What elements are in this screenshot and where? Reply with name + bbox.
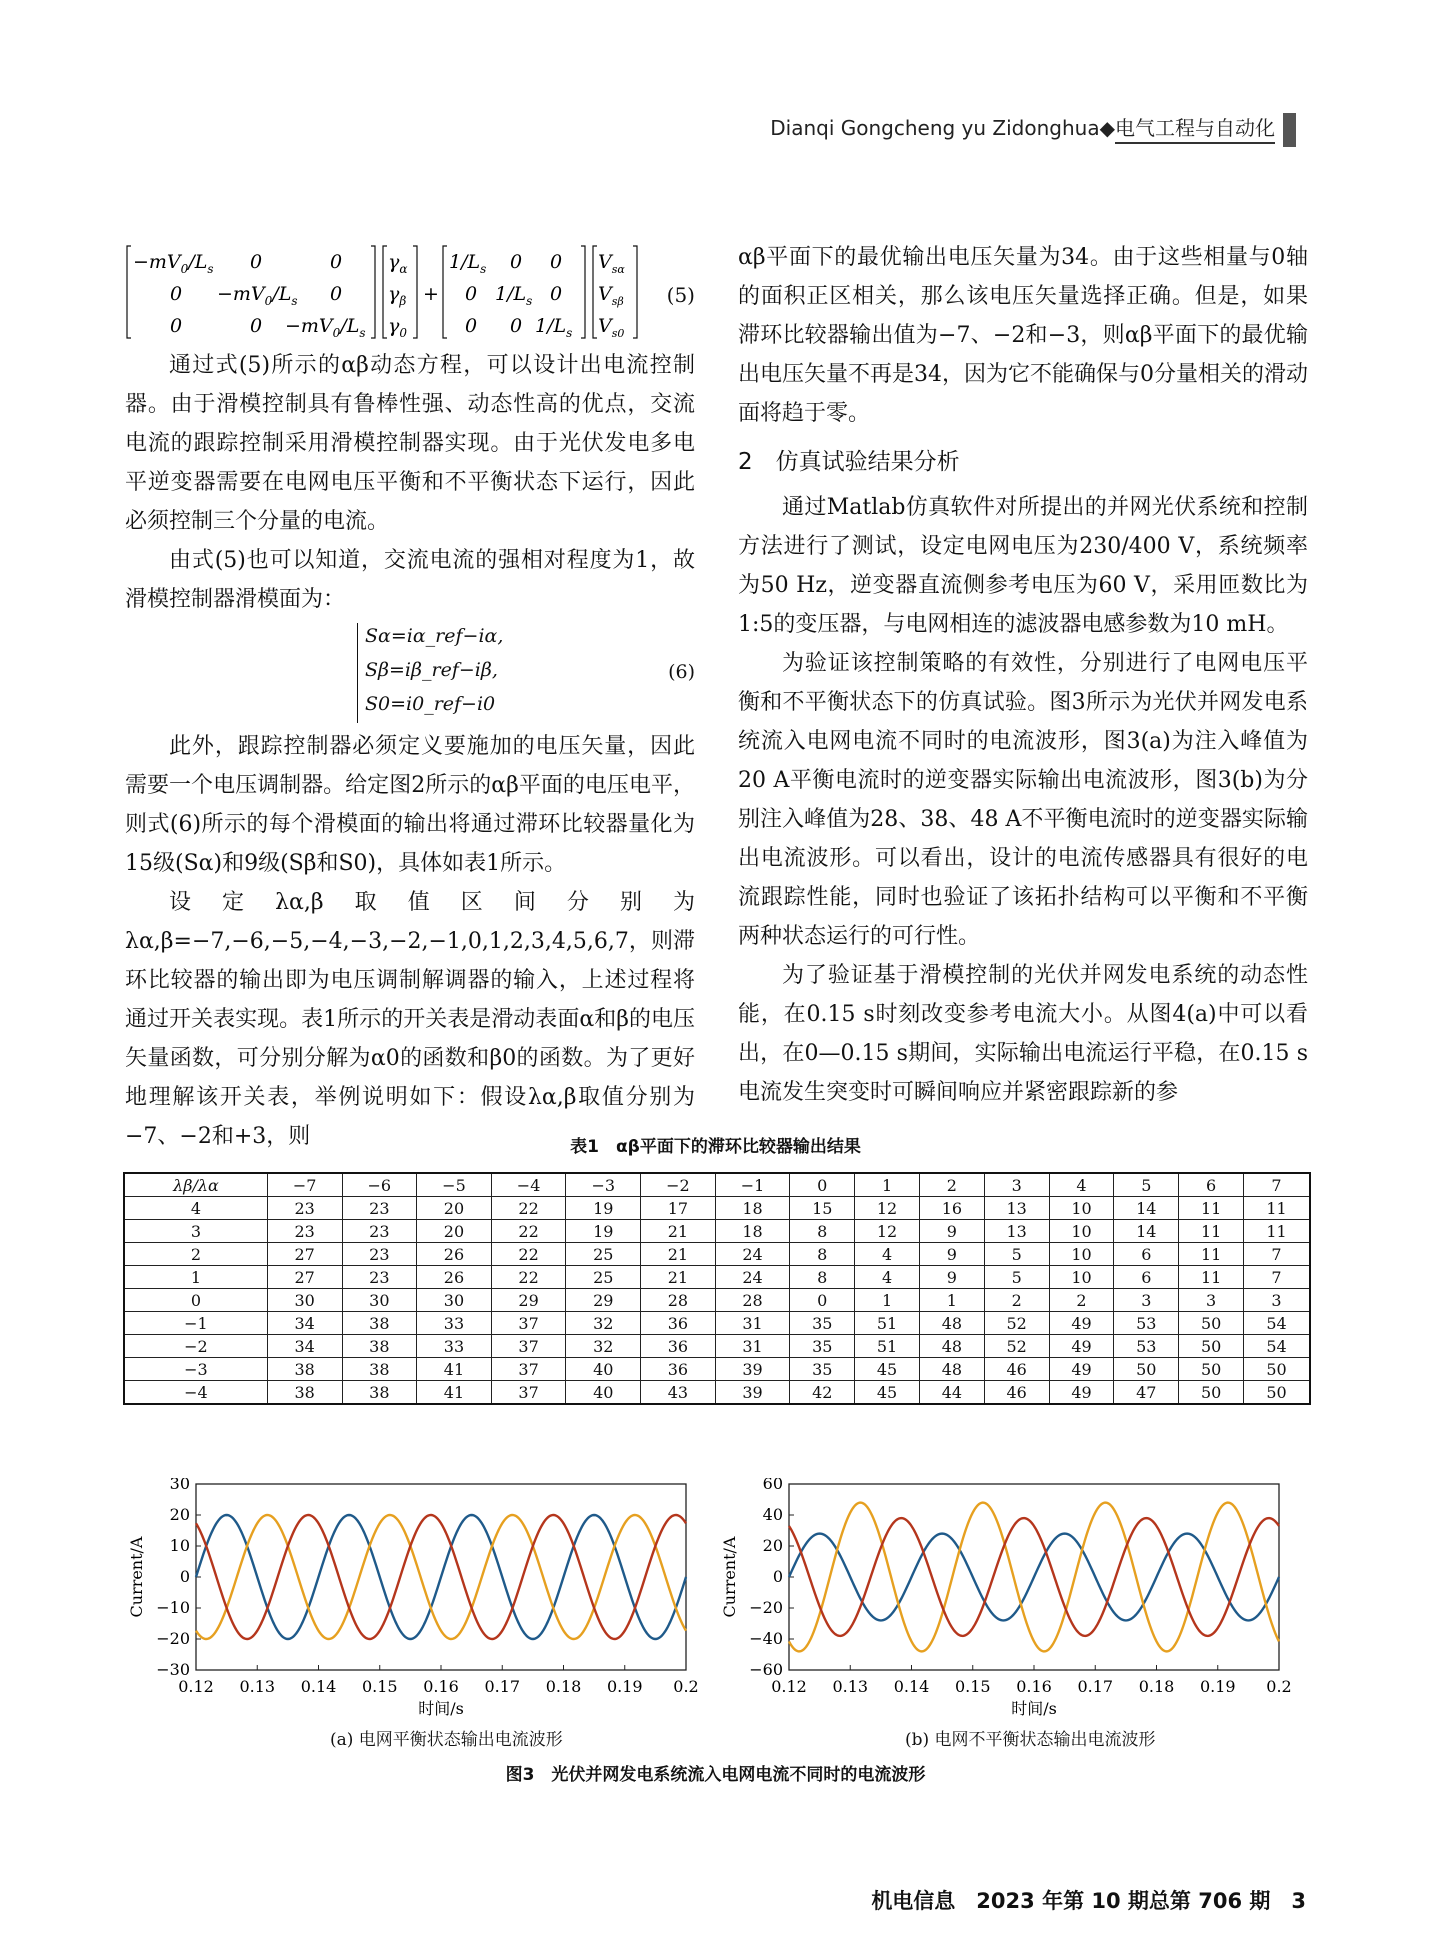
y-tick-label: −60 [749,1660,783,1679]
x-tick-label: 0.16 [423,1677,459,1696]
paragraph: 设定λα,β取值区间分别为λα,β=−7,−6,−5,−4,−3,−2,−1,0,1,2,3,4,5,6,7，则滞环比较器的输出即为电压调制解调器的输入，上述过程将通过开关表实现。表1所示的开关表是滑动表面α和β的电压矢量函数，可分别分解为α0的函数和β0的函数。为了更好地理解该开关表，举例说明如下：假设λα,β取值分别为−7、−2和+3，则 [125,890,695,1149]
svg-text:1/Ls: $1/L_s$ [449,251,487,276]
table-cell: 47 [1114,1381,1179,1405]
table-header-cell: 4 [1049,1173,1114,1197]
running-header [770,112,1296,147]
svg-text:−mV0/Ls: $-mV_0/L_s$ [285,315,366,340]
table-cell: 51 [855,1312,920,1335]
y-tick-label: 10 [169,1536,190,1555]
table-cell: 23 [342,1220,417,1243]
table-cell: 50 [1179,1335,1244,1358]
header-cn: 电气工程与自动化 [1115,116,1275,144]
table-cell: 23 [267,1197,342,1220]
right-column [738,238,1308,1112]
table-cell: 39 [715,1381,790,1405]
table-cell: 22 [491,1197,566,1220]
table-cell: 25 [566,1266,641,1289]
table-cell: 49 [1049,1381,1114,1405]
table-cell: 36 [641,1335,716,1358]
left-column [125,238,695,1156]
y-tick-label: 40 [762,1505,783,1524]
table-cell: 9 [919,1243,984,1266]
table-cell: 27 [267,1243,342,1266]
table-cell: 51 [855,1335,920,1358]
table-cell: 15 [790,1197,855,1220]
y-tick-label: 60 [762,1478,783,1493]
table-cell: 37 [491,1312,566,1335]
svg-text:γα: $\gamma_\alpha$ [388,251,408,276]
subcaption-b: (b) 电网不平衡状态输出电流波形 [905,1730,1156,1750]
table-cell: 40 [566,1358,641,1381]
table-cell: 32 [566,1312,641,1335]
table-cell: 38 [267,1381,342,1405]
diamond-icon: ◆ [1099,116,1115,140]
table-corner-cell: λβ/λα [124,1173,267,1197]
x-tick-label: 0.15 [954,1677,991,1696]
y-tick-label: 20 [762,1536,783,1555]
svg-text:1/Ls: $1/L_s$ [535,315,573,340]
svg-text:0: 0 [550,251,563,273]
paragraph: 由式(5)也可以知道，交流电流的强相对程度为1，故滑模控制器滑模面为： [125,548,695,612]
table-cell: 10 [1049,1220,1114,1243]
svg-text:−mV0/Ls: $-mV_0/L_s$ [133,251,214,276]
table-cell: 50 [1244,1381,1310,1405]
x-tick-label: 0.13 [239,1677,276,1696]
table-cell: 23 [267,1220,342,1243]
paragraph: 此外，跟踪控制器必须定义要施加的电压矢量，因此需要一个电压调制器。给定图2所示的αβ平面的电压电平，则式(6)所示的每个滑模面的输出将通过滞环比较器量化为15级(Sα)和9级(Sβ和S0)，具体如表1所示。 [125,734,695,876]
table-cell: 21 [641,1220,716,1243]
table-cell: 42 [790,1381,855,1405]
table-cell: 2 [984,1289,1049,1312]
table-cell: 21 [641,1266,716,1289]
table-cell: 23 [342,1197,417,1220]
table-cell: 24 [715,1243,790,1266]
svg-text:+: + [423,283,439,305]
table-row [124,1381,1310,1405]
subcaption-a: (a) 电网平衡状态输出电流波形 [330,1730,563,1750]
table-cell: 37 [491,1335,566,1358]
table-cell: 49 [1049,1312,1114,1335]
table-cell: 23 [342,1266,417,1289]
table-cell: 4 [855,1266,920,1289]
x-tick-label: 0.14 [300,1677,337,1696]
table-cell: 29 [491,1289,566,1312]
table-cell: 23 [342,1243,417,1266]
table-cell: 53 [1114,1312,1179,1335]
table-cell: 18 [715,1197,790,1220]
table-cell: 54 [1244,1335,1310,1358]
table-row-header: −3 [124,1358,267,1381]
table-cell: 14 [1114,1220,1179,1243]
table-cell: 50 [1179,1358,1244,1381]
table-cell: 12 [855,1220,920,1243]
table-cell: 30 [342,1289,417,1312]
table-header-cell: −5 [417,1173,492,1197]
table-cell: 17 [641,1197,716,1220]
table-header-cell: −4 [491,1173,566,1197]
table-cell: 40 [566,1381,641,1405]
table-cell: 10 [1049,1243,1114,1266]
table-cell: 38 [342,1381,417,1405]
table-cell: 33 [417,1335,492,1358]
table-cell: 5 [984,1266,1049,1289]
table-row-header: −2 [124,1335,267,1358]
table-cell: 37 [491,1381,566,1405]
table-row-header: −4 [124,1381,267,1405]
table-cell: 28 [715,1289,790,1312]
table-cell: 22 [491,1266,566,1289]
chart-b [715,1478,1305,1718]
svg-text:0: 0 [170,283,183,305]
y-tick-label: −20 [156,1629,190,1648]
equation-5 [125,238,695,346]
table-cell: 48 [919,1358,984,1381]
svg-text:0: 0 [510,251,523,273]
paragraph: 为了验证基于滑模控制的光伏并网发电系统的动态性能，在0.15 s时刻改变参考电流大小。从图4(a)中可以看出，在0—0.15 s期间，实际输出电流运行平稳，在0.15 s电流发生突变时可瞬间响应并紧密跟踪新的参 [738,963,1308,1105]
y-tick-label: −10 [156,1598,190,1617]
svg-text:Vsβ: $V_{s\beta}$ [598,283,624,308]
table-cell: 41 [417,1358,492,1381]
table-cell: 6 [1114,1243,1179,1266]
table-cell: 43 [641,1381,716,1405]
table-cell: 18 [715,1220,790,1243]
y-tick-label: −40 [749,1629,783,1648]
table-row-header: 2 [124,1243,267,1266]
svg-text:−mV0/Ls: $-mV_0/L_s$ [217,283,298,308]
table-cell: 12 [855,1197,920,1220]
table-row-header: 1 [124,1266,267,1289]
paragraph: 通过Matlab仿真软件对所提出的并网光伏系统和控制方法进行了测试，设定电网电压为230/400 V，系统频率为50 Hz，逆变器直流侧参考电压为60 V，采用匝数比为1:5的变压器，与电网相连的滤波器电感参数为10 mH。 [738,495,1308,637]
table-header-cell: 3 [984,1173,1049,1197]
table-cell: 45 [855,1358,920,1381]
table-cell: 3 [1244,1289,1310,1312]
y-axis-label: Current/A [720,1536,739,1618]
equation-6-label: (6) [668,661,695,683]
table-row [124,1312,1310,1335]
x-tick-label: 0.13 [832,1677,869,1696]
table-row-header: 3 [124,1220,267,1243]
table-cell: 19 [566,1197,641,1220]
table-cell: 38 [342,1358,417,1381]
table-cell: 7 [1244,1243,1310,1266]
table-cell: 50 [1179,1381,1244,1405]
page-footer: 机电信息 2023 年第 10 期总第 706 期 3 [871,1889,1306,1913]
table-cell: 41 [417,1381,492,1405]
table-cell: 13 [984,1220,1049,1243]
equation-5-label: (5) [666,283,695,307]
table-cell: 19 [566,1220,641,1243]
section-heading: 2 仿真试验结果分析 [738,449,960,475]
table-cell: 31 [715,1335,790,1358]
table-cell: 27 [267,1266,342,1289]
table-cell: 20 [417,1197,492,1220]
table-row [124,1243,1310,1266]
y-axis-label: Current/A [127,1536,146,1618]
table-cell: 9 [919,1266,984,1289]
table-header-cell: 1 [855,1173,920,1197]
table-cell: 30 [417,1289,492,1312]
x-tick-label: 0.17 [1077,1677,1114,1696]
table-cell: 50 [1244,1358,1310,1381]
x-tick-label: 0.14 [893,1677,930,1696]
table-cell: 48 [919,1312,984,1335]
table-row [124,1197,1310,1220]
table-cell: 1 [919,1289,984,1312]
table-cell: 37 [491,1358,566,1381]
x-tick-label: 0.2 [1266,1677,1292,1696]
x-axis-label: 时间/s [418,1699,464,1718]
chart-a [122,1478,712,1718]
paragraph: 为验证该控制策略的有效性，分别进行了电网电压平衡和不平衡状态下的仿真试验。图3所示为光伏并网发电系统流入电网电流不同时的电流波形，图3(a)为注入峰值为20 A平衡电流时的逆变器实际输出电流波形，图3(b)为分别注入峰值为28、38、48 A不平衡电流时的逆变器实际输出电流波形。可以看出，设计的电流传感器具有很好的电流跟踪性能，同时也验证了该拓扑结构可以平衡和不平衡两种状态运行的可行性。 [738,651,1308,949]
table-cell: 36 [641,1358,716,1381]
header-latin: Dianqi Gongcheng yu Zidonghua [770,116,1100,140]
y-tick-label: 0 [772,1567,783,1586]
table-cell: 26 [417,1266,492,1289]
paragraph: αβ平面下的最优输出电压矢量为34。由于这些相量与0轴的面积正区相关，那么该电压矢量选择正确。但是，如果滞环比较器输出值为−7、−2和−3，则αβ平面下的最优输出电压矢量不再是34，因为它不能确保与0分量相关的滑动面将趋于零。 [738,245,1308,426]
svg-text:0: 0 [465,315,478,337]
table-caption: 表1 αβ平面下的滞环比较器输出结果 [570,1137,861,1157]
table-cell: 34 [267,1312,342,1335]
table-row-header: 4 [124,1197,267,1220]
table-cell: 46 [984,1381,1049,1405]
svg-text:1/Ls: $1/L_s$ [495,283,533,308]
eq6-line: Sα=iα_ref−iα, [365,625,504,647]
table-header-cell: −7 [267,1173,342,1197]
table-cell: 7 [1244,1266,1310,1289]
table-cell: 52 [984,1312,1049,1335]
table-cell: 11 [1244,1197,1310,1220]
table-header-cell: −2 [641,1173,716,1197]
table-row [124,1266,1310,1289]
svg-text:0: 0 [510,315,523,337]
table-cell: 38 [342,1312,417,1335]
svg-text:0: 0 [170,315,183,337]
table-cell: 54 [1244,1312,1310,1335]
matrix-equation [125,238,695,346]
table-cell: 10 [1049,1197,1114,1220]
svg-text:0: 0 [330,251,343,273]
table-cell: 4 [855,1243,920,1266]
paragraph: 通过式(5)所示的αβ动态方程，可以设计出电流控制器。由于滑模控制具有鲁棒性强、动态性高的优点，交流电流的跟踪控制采用滑模控制器实现。由于光伏发电多电平逆变器需要在电网电压平衡和不平衡状态下运行，因此必须控制三个分量的电流。 [125,353,695,534]
y-tick-label: 0 [179,1567,190,1586]
svg-text:0: 0 [550,283,563,305]
table-cell: 2 [1049,1289,1114,1312]
table-cell: 33 [417,1312,492,1335]
svg-text:γ0: $\gamma_0$ [388,315,407,340]
table-header-row [124,1173,1310,1197]
table-cell: 6 [1114,1266,1179,1289]
svg-text:0: 0 [250,315,263,337]
x-tick-label: 0.16 [1016,1677,1052,1696]
table-cell: 49 [1049,1335,1114,1358]
table-cell: 5 [984,1243,1049,1266]
table-header-cell: 2 [919,1173,984,1197]
table-cell: 24 [715,1266,790,1289]
table-cell: 25 [566,1243,641,1266]
y-tick-label: −20 [749,1598,783,1617]
eq6-line: S0=i0_ref−i0 [365,693,496,715]
table-cell: 1 [855,1289,920,1312]
table-cell: 16 [919,1197,984,1220]
x-tick-label: 0.18 [545,1677,582,1696]
x-tick-label: 0.19 [1199,1677,1236,1696]
table-row-header: 0 [124,1289,267,1312]
table-cell: 35 [790,1358,855,1381]
table-cell: 29 [566,1289,641,1312]
y-tick-label: 30 [169,1478,190,1493]
table-cell: 35 [790,1312,855,1335]
table-cell: 8 [790,1243,855,1266]
table-cell: 45 [855,1381,920,1405]
table-cell: 13 [984,1197,1049,1220]
table-cell: 0 [790,1289,855,1312]
table-row [124,1358,1310,1381]
table-cell: 53 [1114,1335,1179,1358]
table-cell: 50 [1114,1358,1179,1381]
x-axis-label: 时间/s [1011,1699,1057,1718]
y-tick-label: −30 [156,1660,190,1679]
table-cell: 9 [919,1220,984,1243]
table-cell: 11 [1179,1197,1244,1220]
table-header-cell: −1 [715,1173,790,1197]
table-cell: 8 [790,1220,855,1243]
table-header-cell: 5 [1114,1173,1179,1197]
table-header-cell: 6 [1179,1173,1244,1197]
x-tick-label: 0.2 [673,1677,699,1696]
x-tick-label: 0.15 [361,1677,398,1696]
svg-text:0: 0 [250,251,263,273]
table-cell: 22 [491,1243,566,1266]
table-cell: 48 [919,1335,984,1358]
table-cell: 50 [1179,1312,1244,1335]
table-cell: 14 [1114,1197,1179,1220]
svg-text:γβ: $\gamma_\beta$ [388,283,407,308]
table-header-cell: 0 [790,1173,855,1197]
svg-text:0: 0 [330,283,343,305]
header-bar [1283,113,1296,147]
table-cell: 11 [1244,1220,1310,1243]
table-cell: 38 [267,1358,342,1381]
x-tick-label: 0.19 [606,1677,643,1696]
table-header-cell: −3 [566,1173,641,1197]
table-cell: 52 [984,1335,1049,1358]
y-tick-label: 20 [169,1505,190,1524]
table-cell: 21 [641,1243,716,1266]
table-cell: 39 [715,1358,790,1381]
svg-text:0: 0 [465,283,478,305]
table-cell: 3 [1179,1289,1244,1312]
x-tick-label: 0.12 [178,1677,214,1696]
table-cell: 35 [790,1335,855,1358]
table-header-cell: −6 [342,1173,417,1197]
equation-6 [125,619,695,727]
table-row [124,1220,1310,1243]
x-tick-label: 0.12 [771,1677,807,1696]
table-cell: 36 [641,1312,716,1335]
table-cell: 3 [1114,1289,1179,1312]
table-cell: 49 [1049,1358,1114,1381]
table-row [124,1289,1310,1312]
table-cell: 10 [1049,1266,1114,1289]
table-cell: 30 [267,1289,342,1312]
table-cell: 28 [641,1289,716,1312]
table-cell: 22 [491,1220,566,1243]
table-cell: 26 [417,1243,492,1266]
table-cell: 32 [566,1335,641,1358]
table-cell: 46 [984,1358,1049,1381]
svg-text:Vs0: $V_{s0}$ [598,315,625,340]
svg-text:Vsα: $V_{s\alpha}$ [598,251,625,276]
table-cell: 31 [715,1312,790,1335]
x-tick-label: 0.18 [1138,1677,1175,1696]
table-cell: 44 [919,1381,984,1405]
figure-caption: 图3 光伏并网发电系统流入电网电流不同时的电流波形 [505,1765,926,1785]
table-cell: 34 [267,1335,342,1358]
table-header-cell: 7 [1244,1173,1310,1197]
table-cell: 20 [417,1220,492,1243]
eq6-line: Sβ=iβ_ref−iβ, [365,659,498,681]
table-cell: 11 [1179,1266,1244,1289]
comparator-table [123,1172,1311,1405]
table-cell: 8 [790,1266,855,1289]
table-cell: 11 [1179,1243,1244,1266]
table-row-header: −1 [124,1312,267,1335]
table-cell: 38 [342,1335,417,1358]
x-tick-label: 0.17 [484,1677,521,1696]
table-row [124,1335,1310,1358]
table-cell: 11 [1179,1220,1244,1243]
